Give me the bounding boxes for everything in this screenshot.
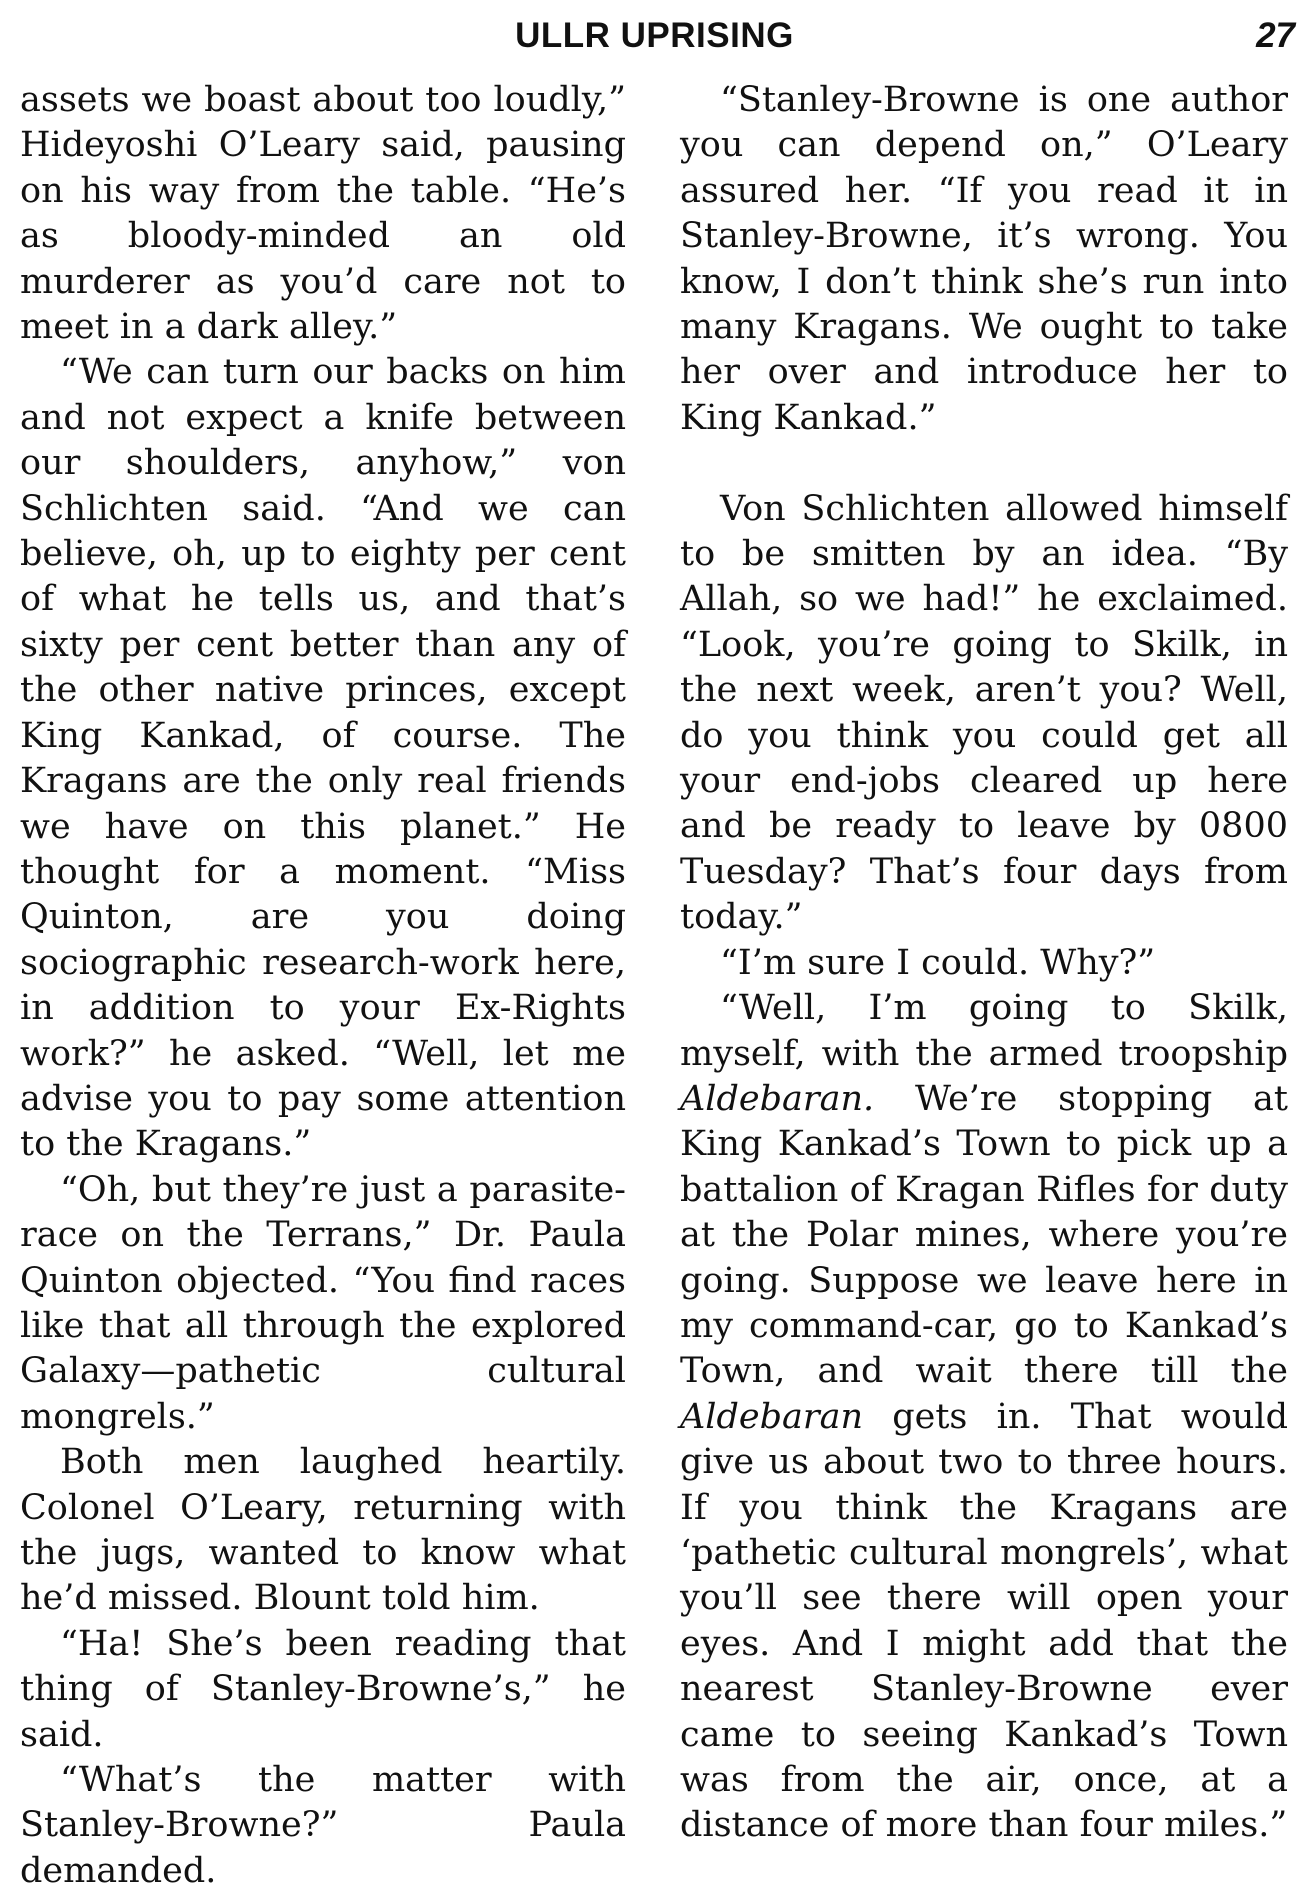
paragraph: “Oh, but they’re just a parasite-race on the Terrans,” Dr. Paula Quinton objected. “You find races like that all through the explored Galaxy—pathetic cultural mongrels.” [20,1169,626,1437]
paragraph: assets we boast about too loudly,” Hideyoshi O’Leary said, pausing on his way from the table. “He’s as bloody-minded an old murderer as you’d care not to meet in a dark alley.” [20,80,626,348]
right-column [680,78,1288,1849]
page-number: 27 [1256,16,1295,55]
running-head [0,10,1309,58]
paragraph: Von Schlichten allowed himself to be smitten by an idea. “By Allah, so we had!” he exclaimed. “Look, you’re going to Skilk, in the next week, aren’t you? Well, do you think you could get all your end-jobs cleared up here and be ready to leave by 0800 Tuesday? That’s four days from today.” [680,488,1288,938]
left-column [20,78,626,1894]
text-run: “Well, I’m going to Skilk, myself, with the armed troopship [680,988,1288,1074]
section-break [680,441,1288,486]
paragraph [680,986,1288,1849]
paragraph: “Stanley-Browne is one author you can depend on,” O’Leary assured her. “If you read it in Stanley-Browne, it’s wrong. You know, I don’t think she’s run into many Kragans. We ought to take her over and introduce her to King Kankad.” [680,80,1288,438]
paragraph: “I’m sure I could. Why?” [720,942,1156,983]
paragraph: “Ha! She’s been reading that thing of Stanley-Browne’s,” he said. [20,1623,626,1755]
paragraph: “We can turn our backs on him and not expect a knife between our shoulders, anyhow,” von Schlichten said. “And we can believe, oh, up to eighty per cent of what he tells us, and that’s sixty per cent better than any of the other native princes, except King Kankad, of course. The Kragans are the only real friends we have on this planet.” He thought for a moment. “Miss Quinton, are you doing sociographic research-work here, in addition to your Ex-Rights work?” he asked. “Well, let me advise you to pay some attention to the Kragans.” [20,352,626,1165]
paragraph: Both men laughed heartily. Colonel O’Leary, returning with the jugs, wanted to know what he’d missed. Blount told him. [20,1442,626,1619]
ship-name: Aldebaran. [680,1078,875,1119]
paragraph: “What’s the matter with Stanley-Browne?” Paula demanded. [20,1760,626,1891]
text-run: We’re stopping at King Kankad’s Town to pick up a battalion of Kragan Rifles for duty at the Polar mines, where you’re going. Suppose we leave here in my command-car, go to Kankad’s Town, and wait there till the [680,1078,1288,1392]
running-title: ULLR UPRISING [515,16,794,55]
text-run: gets in. That would give us about two to three hours. If you think the Kragans are ‘pathetic cultural mongrels’, what you’ll see there will open your eyes. And I might add that the nearest Stanley-Browne ever came to seeing Kankad’s Town was from the air, once, at a distance of more than four miles.” [680,1396,1288,1846]
ship-name: Aldebaran [680,1396,863,1437]
